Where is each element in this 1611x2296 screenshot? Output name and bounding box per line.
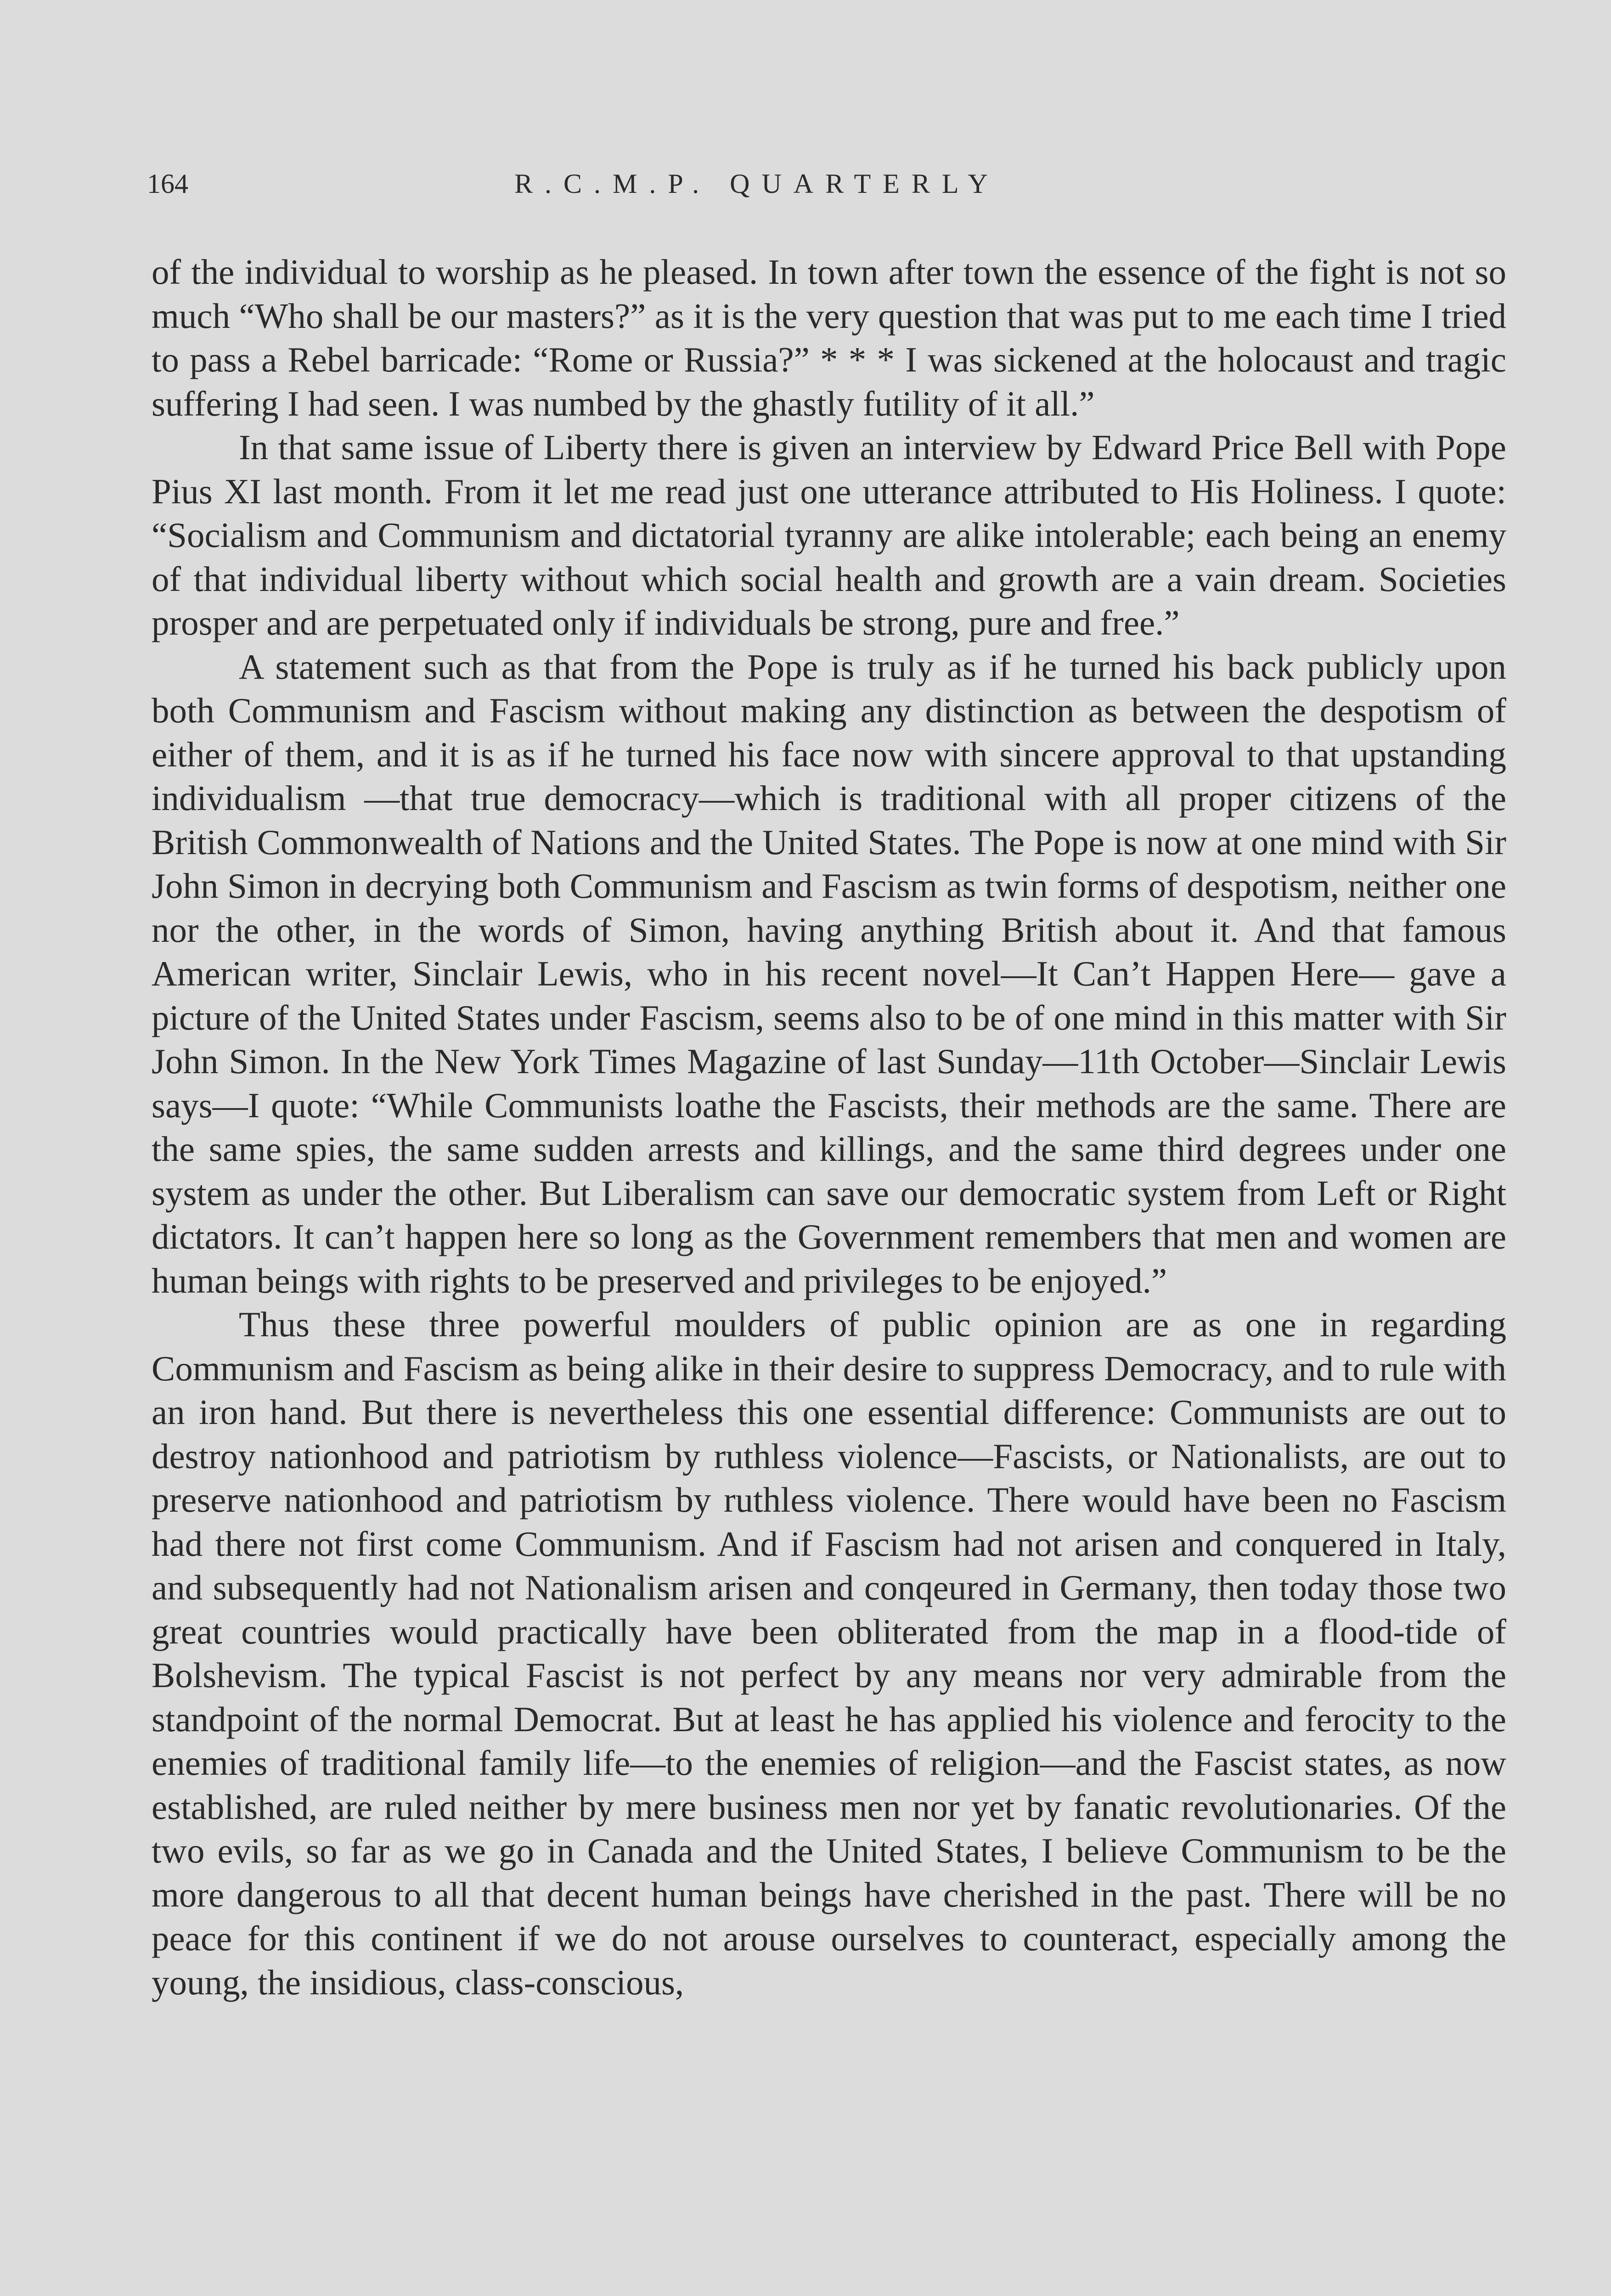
paragraph-1: of the individual to worship as he pleased. In town after town the essence of the fight is not so much “Who shall be our masters?” as it is the very question that was put to me each time I tried to pass a Rebel barricade: “Rome or Russia?” * * * I was sickened at the holocaust and tragic suffering I had seen. I was numbed by the ghastly futility of it all.”: [152, 252, 1506, 423]
page-number: 164: [147, 169, 188, 199]
paragraph-3: A statement such as that from the Pope is truly as if he turned his back publicly upon both Communism and Fascism without making any distinction as between the despotism of either of them, and it is as if he turned his face now with sincere approval to that upstanding individualism —that true democracy—which is traditional with all proper citizens of the British Commonwealth of Nations and the United States. The Pope is now at one mind with Sir John Simon in decrying both Communism and Fascism as twin forms of despotism, neither one nor the other, in the words of Simon, having anything British about it. And that famous American writer, Sinclair Lewis, who in his recent novel—It Can’t Happen Here— gave a picture of the United States under Fascism, seems also to be of one mind in this matter with Sir John Simon. In the New York Times Magazine of last Sunday—11th October—Sinclair Lewis says—I quote: “While Communists loathe the Fascists, their methods are the same. There are the same spies, the same sudden arrests and killings, and the same third degrees under one system as under the other. But Liberalism can save our democratic system from Left or Right dictators. It can’t happen here so long as the Government remembers that men and women are human beings with rights to be preserved and privileges to be enjoyed.”: [152, 647, 1506, 1300]
running-head: R.C.M.P. QUARTERLY: [514, 169, 1000, 199]
paragraph-2: In that same issue of Liberty there is given an interview by Edward Price Bell with Pope Pius XI last month. From it let me read just one utterance attributed to His Holiness. I quote: “Socialism and Communism and dictatorial tyranny are alike intolerable; each being an enemy of that individual liberty without which social health and growth are a vain dream. Societies prosper and are perpetuated only if individuals be strong, pure and free.”: [152, 428, 1506, 642]
paragraph-4: Thus these three powerful moulders of public opinion are as one in regarding Communism and Fascism as being alike in their desire to suppress Democracy, and to rule with an iron hand. But there is nevertheless this one essential difference: Communists are out to destroy nationhood and patriotism by ruthless violence—Fascists, or Nationalists, are out to preserve nationhood and patriotism by ruthless violence. There would have been no Fascism had there not first come Communism. And if Fascism had not arisen and conquered in Italy, and subsequently had not Nationalism arisen and conqeured in Germany, then today those two great countries would practically have been obliterated from the map in a flood-tide of Bolshevism. The typical Fascist is not perfect by any means nor very admirable from the standpoint of the normal Democrat. But at least he has applied his violence and ferocity to the enemies of traditional family life—to the enemies of religion—and the Fascist states, as now established, are ruled neither by mere business men nor yet by fanatic revolutionaries. Of the two evils, so far as we go in Canada and the United States, I believe Communism to be the more dangerous to all that decent human beings have cherished in the past. There will be no peace for this continent if we do not arouse ourselves to counteract, especially among the young, the insidious, class-conscious,: [152, 1305, 1506, 2002]
page-header: [147, 163, 1506, 214]
article-body: [152, 250, 1506, 2004]
